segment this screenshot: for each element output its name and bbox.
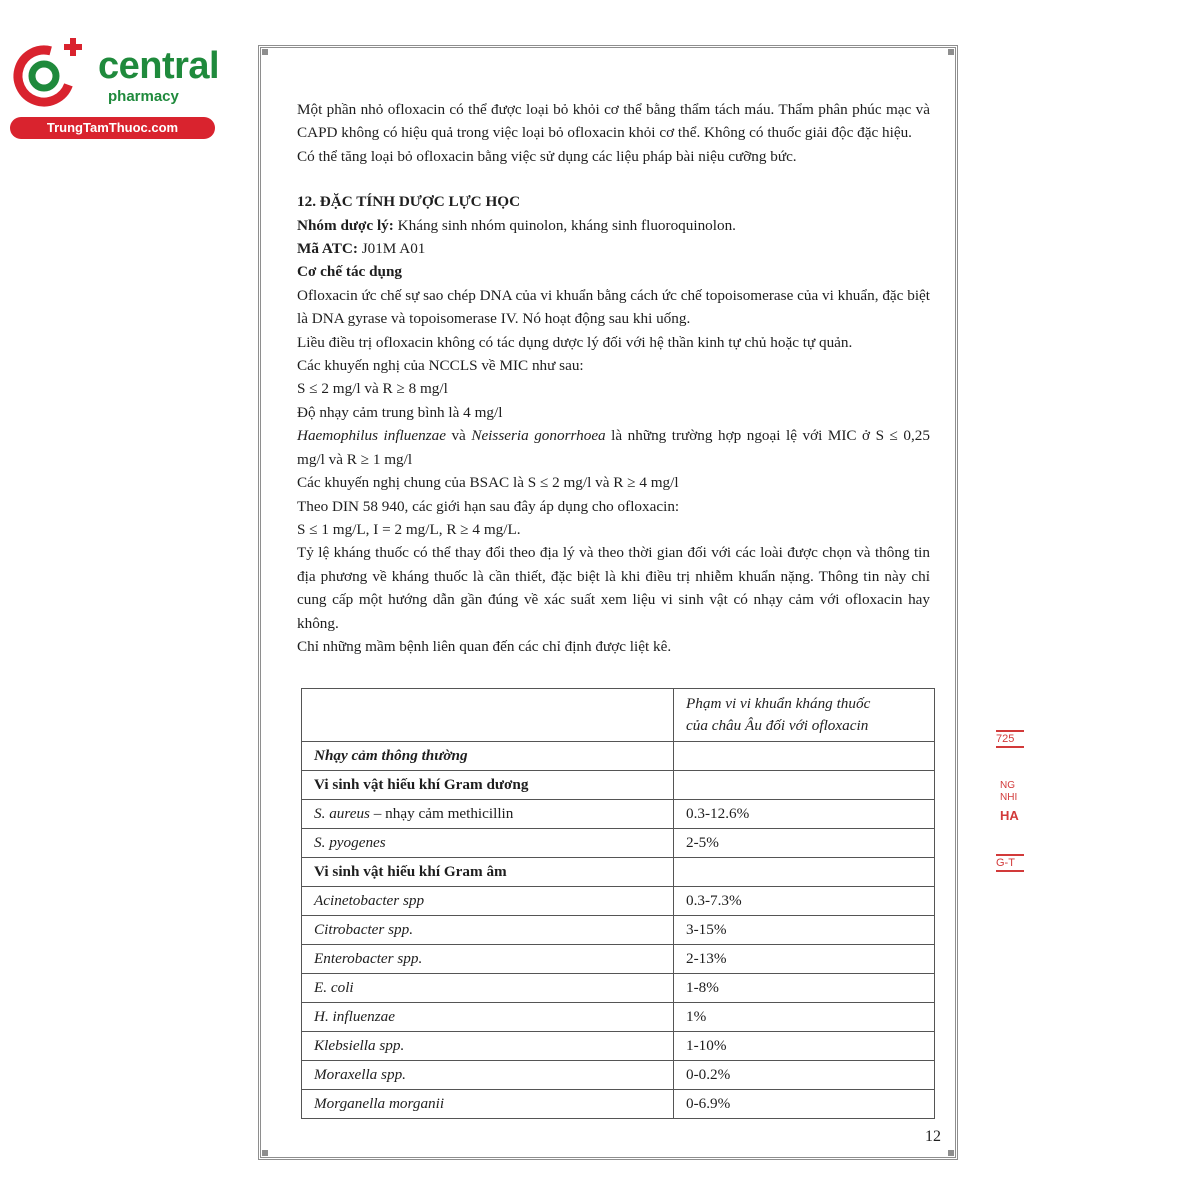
conjunction: và	[445, 427, 472, 445]
range-cell: 2-5%	[674, 829, 935, 858]
frame-corner	[262, 1150, 268, 1156]
table-row	[302, 742, 935, 771]
stamp-line	[1000, 780, 1017, 804]
paragraph-exceptions	[297, 424, 930, 471]
exceptions-rest: là những trường hợp ngoại lệ với MIC ở S ≤ 0,25 mg/l và R ≥ 1 mg/l	[297, 427, 930, 468]
table-row	[302, 829, 935, 858]
document-body	[297, 98, 930, 658]
paragraph-therapeutic-dose: Liều điều trị ofloxacin không có tác dụng dược lý đối với hệ thần kinh tự chủ hoặc tự quản.	[297, 333, 853, 351]
table-cell-empty	[674, 858, 935, 887]
range-cell: 1-8%	[674, 974, 935, 1003]
table-row	[302, 1061, 935, 1090]
paragraph-nccls: Các khuyến nghị của NCCLS về MIC như sau:	[297, 357, 584, 375]
table-row	[302, 858, 935, 887]
table-header-row	[302, 689, 935, 742]
organism-cell: Klebsiella spp.	[302, 1032, 674, 1061]
section-heading: 12. ĐẶC TÍNH DƯỢC LỰC HỌC	[297, 193, 521, 211]
header-line-1: Phạm vi vi khuẩn kháng thuốc	[686, 695, 871, 712]
range-cell: 0-6.9%	[674, 1090, 935, 1119]
atc-code	[297, 237, 930, 260]
stamp-text: NG	[1000, 780, 1015, 791]
paragraph-din: Theo DIN 58 940, các giới hạn sau đây áp dụng cho ofloxacin:	[297, 497, 680, 515]
mechanism-heading: Cơ chế tác dụng	[297, 263, 403, 281]
group-gram-negative: Vi sinh vật hiếu khí Gram âm	[302, 858, 674, 887]
stamp-fragment	[996, 718, 1036, 878]
organism-cell: E. coli	[302, 974, 674, 1003]
group-label: Nhóm dược lý:	[297, 216, 394, 234]
logo-mark-icon	[10, 38, 90, 110]
group-gram-positive: Vi sinh vật hiếu khí Gram dương	[302, 771, 674, 800]
organism-cell: Morganella morganii	[302, 1090, 674, 1119]
organism-saureus-note: – nhạy cảm methicillin	[369, 805, 514, 822]
paragraph-bsac: Các khuyến nghị chung của BSAC là S ≤ 2 mg/l và R ≥ 4 mg/l	[297, 474, 679, 492]
table-row	[302, 945, 935, 974]
table-row	[302, 800, 935, 829]
paragraph-intermediate: Độ nhạy cảm trung bình là 4 mg/l	[297, 403, 503, 421]
table-header-empty	[302, 689, 674, 742]
table-row	[302, 1090, 935, 1119]
table-cell-empty	[674, 742, 935, 771]
atc-value: J01M A01	[357, 240, 426, 258]
table-row	[302, 1003, 935, 1032]
resistance-table	[301, 688, 935, 1119]
frame-corner	[948, 49, 954, 55]
frame-corner	[948, 1150, 954, 1156]
paragraph-dialysis: Một phần nhỏ ofloxacin có thể được loại bỏ khỏi cơ thể bằng thẩm tách máu. Thẩm phân phúc mạc và CAPD không có hiệu quả trong việc loại bỏ ofloxacin khỏi cơ thể. Không có thuốc giải độc đặc hiệu.	[297, 101, 930, 142]
frame-corner	[262, 49, 268, 55]
header-line-2: của châu Âu đối với ofloxacin	[686, 717, 869, 734]
organism-cell	[302, 800, 674, 829]
organism-cell: Acinetobacter spp	[302, 887, 674, 916]
table-row	[302, 887, 935, 916]
paragraph-mechanism: Ofloxacin ức chế sự sao chép DNA của vi khuẩn bằng cách ức chế topoisomerase của vi khuẩn, đặc biệt là DNA gyrase và topoisomerase IV. Nó hoạt động sau khi uống.	[297, 286, 930, 328]
stamp-line: G-T	[996, 854, 1024, 872]
organism-cell: Citrobacter spp.	[302, 916, 674, 945]
group-value: Kháng sinh nhóm quinolon, kháng sinh fluoroquinolon.	[393, 216, 736, 234]
logo-url: TrungTamThuoc.com	[10, 117, 215, 139]
paragraph-pathogens: Chỉ những mầm bệnh liên quan đến các chỉ định được liệt kê.	[297, 637, 672, 655]
range-cell: 3-15%	[674, 916, 935, 945]
range-cell: 1-10%	[674, 1032, 935, 1061]
paragraph-diuresis: Có thể tăng loại bỏ ofloxacin bằng việc sử dụng các liệu pháp bài niệu cưỡng bức.	[297, 147, 797, 165]
page-number: 12	[925, 1128, 941, 1145]
central-pharmacy-logo[interactable]	[10, 38, 220, 138]
paragraph-nccls-values: S ≤ 2 mg/l và R ≥ 8 mg/l	[297, 380, 448, 398]
table-row	[302, 916, 935, 945]
organism-saureus: S. aureus	[314, 805, 370, 822]
range-cell: 0.3-12.6%	[674, 800, 935, 829]
range-cell: 0-0.2%	[674, 1061, 935, 1090]
organism-cell: S. pyogenes	[302, 829, 674, 858]
table-row	[302, 1032, 935, 1061]
paragraph-din-values: S ≤ 1 mg/L, I = 2 mg/L, R ≥ 4 mg/L.	[297, 520, 521, 538]
stamp-line: 725	[996, 730, 1024, 748]
organism-cell: H. influenzae	[302, 1003, 674, 1032]
table-cell-empty	[674, 771, 935, 800]
atc-label: Mã ATC:	[297, 240, 358, 258]
paragraph-resistance: Tỷ lệ kháng thuốc có thể thay đổi theo địa lý và theo thời gian đối với các loài được chọn và thông tin địa phương về kháng thuốc là cần thiết, đặc biệt là khi điều trị nhiễm khuẩn nặng. Thông tin này chỉ cung cấp một hướng dẫn gần đúng về xác suất xem liệu vi sinh vật có nhạy cảm với ofloxacin hay không.	[297, 544, 930, 632]
group-susceptible: Nhạy cảm thông thường	[302, 742, 674, 771]
table-row	[302, 771, 935, 800]
organism-haemophilus: Haemophilus influenzae	[297, 427, 446, 445]
logo-subtitle: pharmacy	[108, 88, 179, 105]
organism-cell: Enterobacter spp.	[302, 945, 674, 974]
stamp-line: HA	[1000, 808, 1019, 823]
stamp-text: NHI	[1000, 792, 1018, 803]
range-cell: 2-13%	[674, 945, 935, 974]
pharmacologic-group	[297, 214, 930, 237]
range-cell: 1%	[674, 1003, 935, 1032]
organism-cell: Moraxella spp.	[302, 1061, 674, 1090]
range-cell: 0.3-7.3%	[674, 887, 935, 916]
table-row	[302, 974, 935, 1003]
table-header-range	[674, 689, 935, 742]
logo-name: central	[98, 45, 220, 87]
organism-neisseria: Neisseria gonorrhoea	[471, 427, 606, 445]
